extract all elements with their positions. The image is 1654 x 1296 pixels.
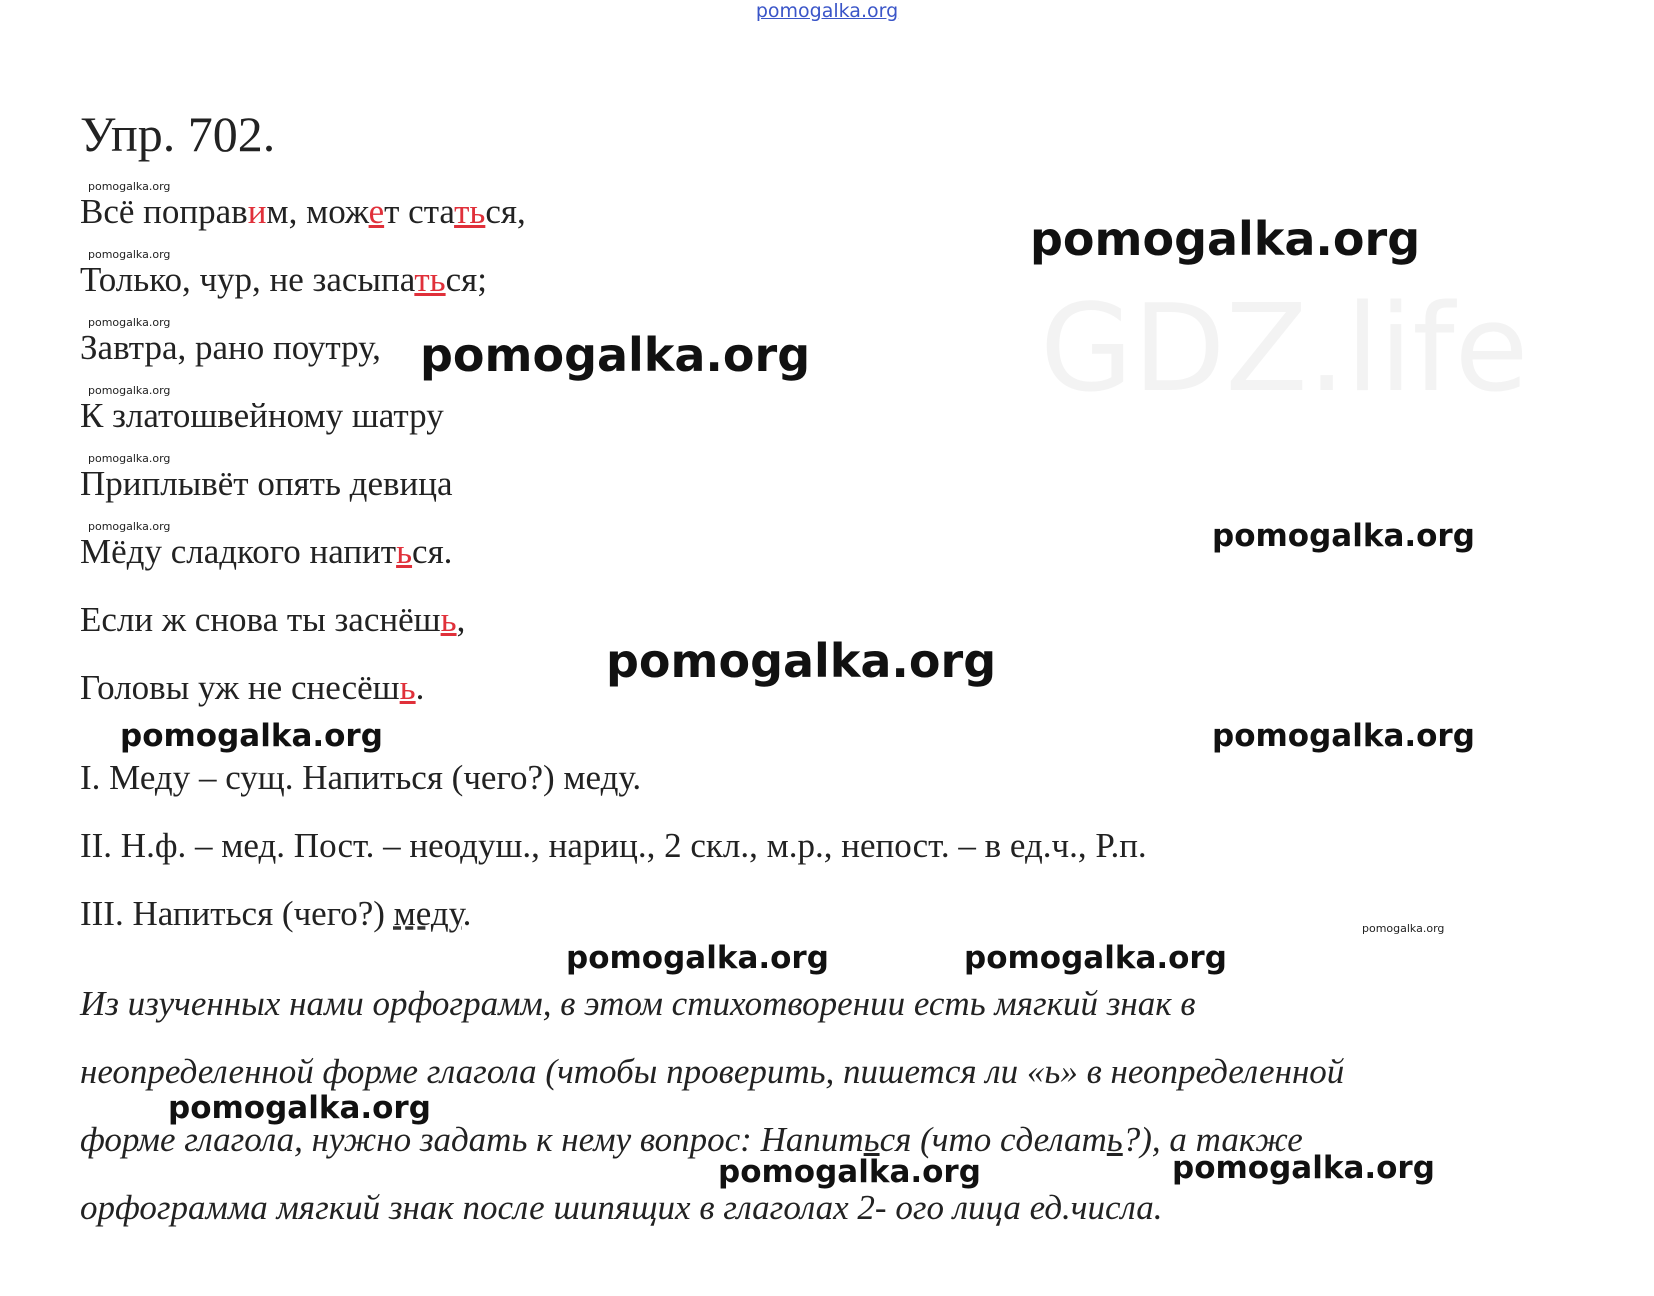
- poem-line: Всё поправим, может статься,: [80, 192, 526, 231]
- watermark: pomogalka.org: [566, 940, 829, 976]
- watermark-small: pomogalka.org: [88, 520, 171, 533]
- background-watermark: GDZ.life: [1040, 280, 1529, 419]
- watermark-small: pomogalka.org: [88, 180, 171, 193]
- watermark-small: pomogalka.org: [88, 248, 171, 261]
- watermark: pomogalka.org: [168, 1090, 431, 1126]
- watermark-small: pomogalka.org: [88, 316, 171, 329]
- site-link[interactable]: pomogalka.org: [755, 0, 899, 22]
- watermark: pomogalka.org: [606, 634, 997, 688]
- poem-line: Головы уж не снесёшь.: [80, 668, 425, 707]
- poem-line: Если ж снова ты заснёшь,: [80, 600, 466, 639]
- explanation-line: неопределенной форме глагола (чтобы проверить, пишется ли «ь» в неопределенной: [80, 1052, 1345, 1091]
- watermark: pomogalka.org: [718, 1154, 981, 1190]
- watermark: pomogalka.org: [120, 718, 383, 754]
- explanation-line: форме глагола, нужно задать к нему вопрос: Напиться (что сделать?), а также: [80, 1120, 1303, 1159]
- explanation-line: Из изученных нами орфограмм, в этом стихотворении есть мягкий знак в: [80, 984, 1196, 1023]
- watermark: pomogalka.org: [1172, 1150, 1435, 1186]
- poem-line: Только, чур, не засыпаться;: [80, 260, 487, 299]
- poem-line: Мёду сладкого напиться.: [80, 532, 453, 571]
- watermark-small: pomogalka.org: [88, 452, 171, 465]
- watermark: pomogalka.org: [1030, 212, 1421, 266]
- poem-line: Завтра, рано поутру,: [80, 328, 381, 367]
- poem-line: К златошвейному шатру: [80, 396, 444, 435]
- watermark: pomogalka.org: [420, 328, 811, 382]
- analysis-line: III. Напиться (чего?) меду.: [80, 894, 472, 933]
- analysis-line: I. Меду – сущ. Напиться (чего?) меду.: [80, 758, 642, 797]
- watermark-small: pomogalka.org: [88, 384, 171, 397]
- watermark: pomogalka.org: [964, 940, 1227, 976]
- poem-line: Приплывёт опять девица: [80, 464, 453, 503]
- watermark: pomogalka.org: [1212, 518, 1475, 554]
- explanation-line: орфограмма мягкий знак после шипящих в глаголах 2- ого лица ед.числа.: [80, 1188, 1163, 1227]
- analysis-line: II. Н.ф. – мед. Пост. – неодуш., нариц., 2 скл., м.р., непост. – в ед.ч., Р.п.: [80, 826, 1147, 865]
- exercise-title: Упр. 702.: [80, 106, 276, 162]
- watermark-small: pomogalka.org: [1362, 922, 1445, 935]
- watermark: pomogalka.org: [1212, 718, 1475, 754]
